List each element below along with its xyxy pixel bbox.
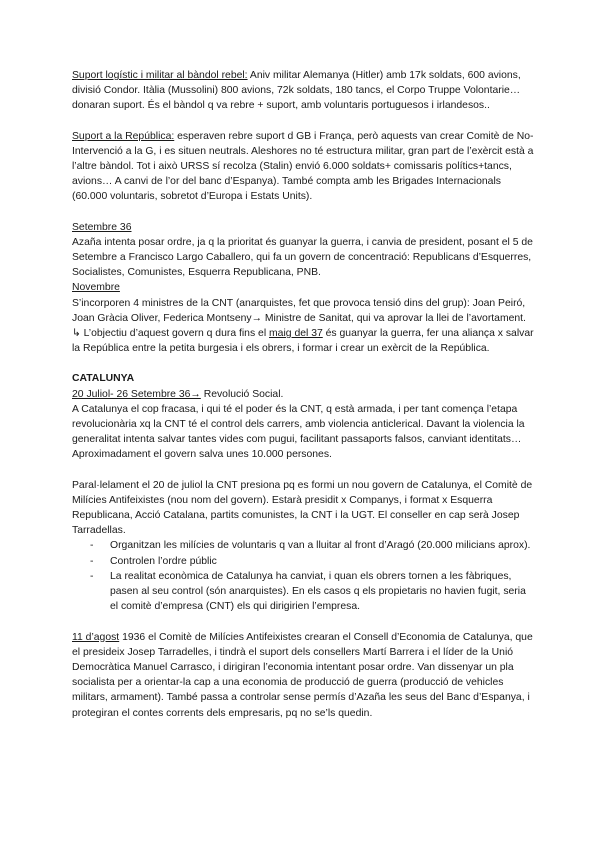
cat-dates: 20 Juliol- 26 Setembre 36→ [72, 388, 201, 400]
date-11-agost: 11 d’agost [72, 631, 120, 643]
paragraph-cat-dates [72, 387, 534, 402]
heading-rebel-support: Suport logístic i militar al bàndol rebel: [72, 70, 248, 81]
list-item-text: Controlen l’ordre públic [110, 555, 217, 567]
heading-novembre: Novembre [72, 282, 120, 294]
list-item [90, 554, 534, 569]
dash-marker: - [90, 570, 94, 582]
paragraph-rebel-support [72, 68, 534, 114]
paragraph-republic-support [72, 129, 534, 205]
text-catalunya: A Catalunya el cop fracasa, i qui té el poder és la CNT, q està armada, i per tant comença l’etapa revolucionària xq la CNT té el control dels carrers, amb violencia anticlerical. Davant la violencia la generalitat intenta salvar tantes vides com pugui, facilitant passaports falsos, canviant identitats… Aproximadament el govern salva unes 10.000 persones. [72, 403, 525, 461]
paragraph-11-agost [72, 630, 534, 721]
text-republic-support: esperaven rebre suport d GB i França, però aquests van crear Comitè de No-Intervenció a la G, i es situen neutrals. Aleshores no té estructura militar, gran part de l’exèrcit està a l’altre bàndol. Tot i això URSS sí recolza (Stalin) envió 6.000 soldats+ comissaris polítics+tancs, avions… A canvi de l’or del banc d’Espanya). També compta amb les Brigades Internacionals (60.000 voluntaris, sobretot d’Europa i Estats Units). [72, 130, 534, 203]
text-setembre-36: Azaña intenta posar ordre, ja q la prioritat és guanyar la guerra, i canvia de president, posant el 5 de Setembre a Francisco Largo Caballero, qui fa un govern de concentració: Republicans d’Esquerres, Socialistes, Comunistes, Esquerra Republicana, PNB. [72, 236, 533, 279]
date-maig-37: maig del 37 [269, 328, 323, 340]
text-objective-b: és guanyar la guerra, fer una aliança x salvar la República entre la petita burgesia i els obrers, i formar i crear un exèrcit de la República. [72, 328, 534, 355]
text-11-agost: 1936 el Comitè de Milícies Antifeixistes crearan el Consell d’Economia de Catalunya, que el presideix Josep Tarradelles, i tindrà el suport dels consellers Martí Barrera i el líder de la Unió Democràtica Manuel Carrasco, i dirigiran l’economia intentant posar ordre. Van dissenyar un pla socialista per a orientar-la cap a una economia de producció de guerra (producció de vehicles militars, armament). També passa a controlar sense permís d’Azaña les seus del Banc d’Espanya, i protegiran el contes corrents dels empresaris, pq no se’ls quedin. [72, 631, 533, 719]
cat-dates-suffix: Revolució Social. [200, 388, 284, 400]
list-item [90, 569, 534, 615]
document-page [72, 68, 534, 721]
text-rebel-support: Aniv militar Alemanya (Hitler) amb 17k soldats, 600 avions, divisió Condor. Itàlia (Mussolini) 800 avions, 72k soldats, 180 tancs, el Corpo Truppe Volontarie… donaran suport. És el bàndol q va rebre + suport, amb voluntaris portuguesos i irlandesos.. [72, 70, 521, 112]
list-item-text: Organitzan les milícies de voluntaris q van a lluitar al front d’Aragó (20.000 milicians aprox). [110, 540, 531, 552]
text-novembre: S’incorporen 4 ministres de la CNT (anarquistes, fet que provoca tensió dins del grup): Joan Peiró, Joan Gràcia Oliver, Federica Montseny→ Ministre de Sanitat, qui va aprovar la llei de l’avortament. [72, 297, 526, 324]
dash-marker: - [90, 555, 94, 567]
dash-marker: - [90, 540, 94, 552]
list-item-text: La realitat econòmica de Catalunya ha canviat, i quan els obrers tornen a les fàbriques, pasen al seu control (són anarquistes). En els casos q els propietaris no havien fugit, seria el comitè d’empresa (CNT) els qui dirigirien l’empresa. [110, 570, 526, 613]
heading-setembre-36: Setembre 36 [72, 221, 132, 233]
list-item [90, 538, 534, 553]
heading-catalunya: CATALUNYA [72, 373, 135, 385]
bullet-list [72, 538, 534, 614]
paragraph-govern-objective [72, 326, 534, 356]
text-paralelament: Paral·lelament el 20 de juliol la CNT presiona pq es formi un nou govern de Catalunya, el Comitè de Milícies Antifeixistes (nou nom del govern). Estarà presidit x Companys, i format x Esquerra Republicana, Acció Catalana, partits comunistes, la CNT i la UGT. El conseller en cap serà Josep Tarradellas. [72, 479, 533, 537]
heading-republic-support: Suport a la República: [72, 130, 175, 142]
text-objective-a: ↳ L’objectiu d’aquest govern q dura fins el [72, 328, 270, 340]
